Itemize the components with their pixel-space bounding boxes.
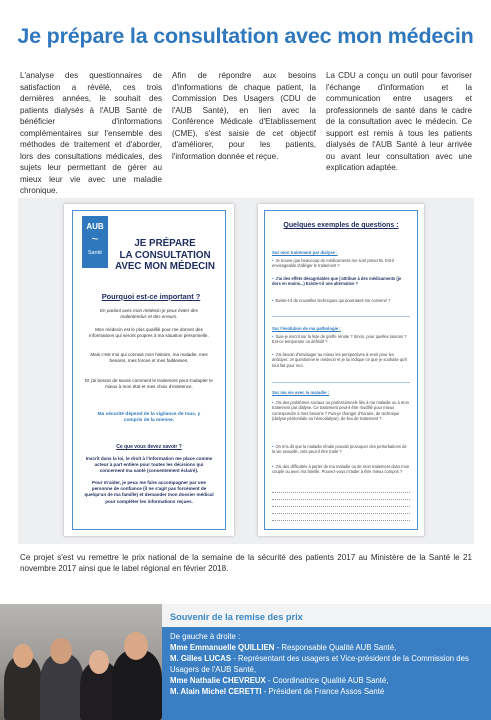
logo-wave-icon: ~	[91, 232, 99, 246]
intro-column-1: L'analyse des questionnaires de satisfaction a révélé, ces trois dernières années, le souhait des patients dialysés à l'AUB Santé de bénéficier d'informations complémentaires sur l'ensemble des méthodes de traitement et d'aborder, lors des consultations médicales, des sujets leur permettant de gérer au mieux leur vie avec une maladie chronique.	[20, 71, 162, 195]
brochure-title-line-2: LA CONSULTATION	[119, 249, 211, 261]
question-item	[272, 464, 410, 475]
question-text: J'ai des problèmes sociaux ou professionnels liés à ma maladie ou à mon traitement par dialyse. Ce traitement peut-il être modifié pour mieux correspondre à mes besoins ? Puis-je changer d'horaire, de technique (dialyse péritonéale ou hémodialyse), de lieu de traitement ?	[272, 400, 409, 422]
question-text: J'ai des effets désagréables que j'attribue à des médicaments (je dors en moins...) Existe-t-il une alternative ?	[272, 276, 402, 287]
caption-person-3	[170, 675, 483, 686]
photo-head-3	[89, 650, 109, 674]
question-text: J'ai besoin d'envisager au mieux les perspectives à venir pour les anticiper. Je questionne le médecin et je lui indique ce que je souhaite qu'il tout fait pour moi.	[272, 352, 408, 368]
bullet-icon: •	[272, 298, 274, 303]
logo-aub-text: AUB	[86, 222, 104, 231]
brochure-para-2: Mais c'est moi qui connais mon histoire, ma maladie, mes besoins, mes forces et mes faiblesses.	[90, 352, 208, 364]
question-text: Suis-je inscrit sur la liste de greffe rénale ? Sinon, pour quelles raisons ? Est-ce temporaire ou définitif ?	[272, 334, 407, 345]
bullet-icon: •	[272, 334, 274, 339]
photo-head-1	[13, 644, 33, 668]
bullet-icon: •	[272, 400, 274, 405]
brochure-know-1: Inscrit dans la loi, le droit à l'information me place comme acteur à part entière pour toutes les décisions qui concernent ma santé (consentement éclairé).	[85, 456, 213, 474]
question-item	[272, 400, 410, 422]
brochure-title-line-3: AVEC MON MÉDECIN	[115, 261, 215, 272]
question-item	[272, 258, 410, 269]
logo-sante-text: Santé	[87, 250, 103, 256]
person-3-role: - Coordinatrice Qualité AUB Santé,	[265, 676, 389, 686]
photo-caption	[162, 627, 491, 720]
brochure-right-leaf	[258, 204, 424, 536]
photo-head-4	[124, 632, 148, 660]
bullet-icon: •	[272, 258, 274, 263]
caption-person-2	[170, 653, 483, 675]
caption-person-1	[170, 642, 483, 653]
person-3-name: Mme Nathalie CHEVREUX	[170, 676, 266, 686]
notes-line	[272, 520, 410, 521]
brochure-intro: En parlant avec mon médecin je peux éviter des malentendus et des erreurs.	[99, 308, 199, 320]
brochure-left-leaf	[64, 204, 234, 536]
person-2-role: - Représentant des usagers et Vice-président de la Commission des Usagers de l'AUB Santé,	[170, 654, 469, 675]
brochure-know-head: Ce que vous devez savoir ?	[116, 444, 182, 450]
bullet-icon: •	[272, 464, 274, 469]
brochure-title	[104, 238, 226, 273]
question-text: Je trouve que beaucoup de médicaments me sont prescrits. Est-il envisageable d'alléger le traitement ?	[272, 258, 395, 269]
notes-line	[272, 506, 410, 507]
caption-intro: De gauche à droite :	[170, 632, 241, 641]
person-1-role: - Responsable Qualité AUB Santé,	[274, 643, 397, 653]
intro-column-3: La CDU a conçu un outil pour favoriser l'échange d'information et la communication entre usagers et professionnels de santé dans le cadre de la consultation avec le médecin. Ce support est remis à tous les patients dialysés de l'AUB Santé à leur arrivée ou avant leur consultation avec une explication adaptée.	[326, 71, 472, 172]
person-2-name: M. Gilles LUCAS	[170, 654, 232, 664]
notes-line	[272, 499, 410, 500]
brochure-know-2: Pour m'aider, je peux me faire accompagner par une personne de confiance (il ne s'agit pas forcément de quelqu'un de ma famille) et demander mon dossier médical pour compléter les informations reçues.	[84, 480, 214, 504]
question-text: J'ai des difficultés à parler de ma maladie ou de mon traitement dans mon couple ou avec ma famille. Pouvez-vous m'aider à être mieux compris ?	[272, 464, 410, 475]
notes-line	[272, 513, 410, 514]
brochure-subtitle: Pourquoi est-ce important ?	[101, 292, 201, 301]
section-vie-maladie: Sur ma vie avec la maladie :	[272, 390, 330, 395]
photo-head-2	[50, 638, 72, 664]
question-item	[272, 276, 410, 287]
question-text: On m'a dit que la maladie rénale pouvait provoquer des perturbations de la vie sexuelle, cela peut-il être traité ?	[272, 444, 407, 455]
question-text: Existe-t-il de nouvelles techniques qui pourraient me convenir ?	[275, 298, 391, 303]
section-divider	[272, 316, 410, 317]
souvenir-title: Souvenir de la remise des prix	[170, 612, 303, 622]
ceremony-photo	[0, 604, 162, 720]
bullet-icon: •	[272, 444, 274, 449]
intro-column-2: Afin de répondre aux besoins d'informations de chaque patient, la Commission Des Usagers (CDU de l'AUB Santé), en lien avec la Conférence Médicale d'Etablissement (CME), s'est saisie de cet objectif d'améliorer, pour les patients, l'information donnée et reçue.	[172, 71, 316, 161]
bullet-icon: •	[272, 352, 274, 357]
questions-heading: Quelques exemples de questions :	[283, 222, 399, 229]
brochure-para-1: Mon médecin est le plus qualifié pour me donner des informations qui seront propres à ma situation personnelle.	[89, 327, 209, 339]
photo-person-4	[112, 650, 162, 720]
question-item	[272, 444, 410, 455]
section-divider	[272, 382, 410, 383]
prize-text: Ce projet s'est vu remettre le prix national de la semaine de la sécurité des patients 2017 au Ministère de la Santé le 21 novembre 2017 ainsi que le label régional en février 2018.	[20, 553, 472, 574]
question-item	[272, 334, 410, 345]
person-4-name: M. Alain Michel CERETTI	[170, 687, 262, 697]
page-title: Je prépare la consultation avec mon médecin	[17, 24, 474, 48]
notes-line	[272, 492, 410, 493]
brochure-para-3: Et j'ai besoin de savoir comment le traitement peut s'adapter le mieux à mon état et mes choix d'existence.	[85, 378, 213, 390]
section-pathologie: Sur l'évolution de ma pathologie :	[272, 326, 341, 331]
person-4-role: - Président de France Assos Santé	[261, 687, 385, 697]
person-1-name: Mme Emmanuelle QUILLIEN	[170, 643, 275, 653]
question-item	[272, 352, 410, 368]
question-item	[272, 298, 410, 303]
brochure-title-line-1: JE PRÉPARE	[134, 238, 196, 249]
brochure-security: Ma sécurité dépend de la vigilance de tous, y compris de la mienne.	[97, 412, 201, 424]
caption-person-4	[170, 686, 483, 697]
section-traitement: Sur mon traitement par dialyse :	[272, 250, 338, 255]
bullet-icon: •	[272, 276, 274, 281]
